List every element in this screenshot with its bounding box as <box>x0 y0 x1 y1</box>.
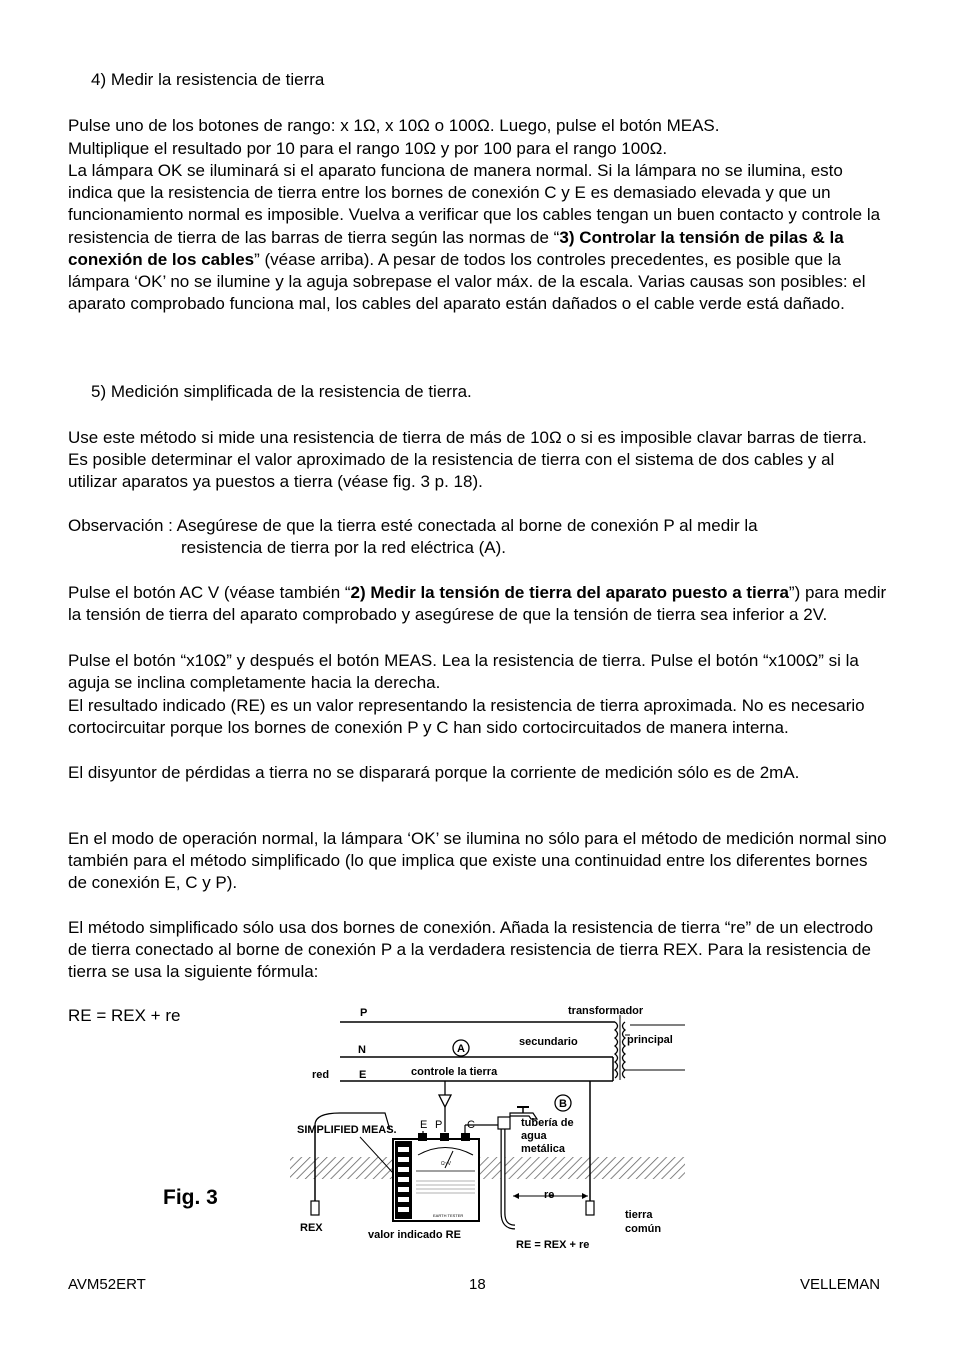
bold-reference: 2) Medir la tensión de tierra del aparato puesto a tierra <box>350 583 789 602</box>
ground-hatch <box>290 1157 685 1179</box>
marker-a-label: A <box>457 1043 465 1055</box>
label-n: N <box>358 1044 366 1056</box>
label-tuberia-2: agua <box>521 1130 547 1142</box>
paragraph: Pulse uno de los botones de rango: x 1Ω, x 10Ω o 100Ω. Luego, pulse el botón MEAS. <box>68 116 720 135</box>
label-tuberia-1: tubería de <box>521 1117 574 1129</box>
observation: Observación : Asegúrese de que la tierra esté conectada al borne de conexión P al medir la resistencia de tierra por la red eléctrica (A). <box>68 516 758 558</box>
label-controle: controle la tierra <box>411 1066 498 1078</box>
label-secundario: secundario <box>519 1036 578 1048</box>
label-transformador: transformador <box>568 1005 644 1017</box>
label-p: P <box>360 1007 368 1019</box>
label-simplified: SIMPLIFIED MEAS. <box>297 1124 397 1136</box>
formula: RE = REX + re <box>68 1006 181 1025</box>
label-figure-formula: RE = REX + re <box>516 1239 590 1251</box>
label-tierra-1: tierra <box>625 1209 653 1221</box>
label-red: red <box>312 1069 330 1081</box>
section-5-heading: 5) Medición simplificada de la resistencia de tierra. <box>91 382 472 401</box>
rex-electrode <box>311 1201 319 1215</box>
paragraph: El disyuntor de pérdidas a tierra no se disparará porque la corriente de medición sólo es de 2mA. <box>68 763 800 782</box>
footer-page-number: 18 <box>469 1276 486 1293</box>
paragraph: El método simplificado sólo usa dos bornes de conexión. Añada la resistencia de tierra “re” de un electrodo de tierra conectado al borne de conexión P a la verdadera resistencia de tierra REX. Para la resistencia de tierra se usa la siguiente fórmula: <box>68 918 874 982</box>
label-re: re <box>544 1189 555 1201</box>
figure-label: Fig. 3 <box>163 1186 218 1209</box>
paragraph: En el modo de operación normal, la lámpara ‘OK’ se ilumina no sólo para el método de medición normal sino también para el método simplificado (lo que implica que existe una continuidad entre los diferentes bornes de conexión E, C y P). <box>68 829 887 893</box>
ground-rod <box>586 1201 594 1215</box>
section-4-heading: 4) Medir la resistencia de tierra <box>91 70 325 89</box>
marker-b-label: B <box>559 1098 567 1110</box>
paragraph: La lámpara OK se iluminará si el aparato funciona de manera normal. Si la lámpara no se ilumina, esto indica que la resistencia de tierra entre los bornes de conexión C y E es demasiado elevada y que un funcionamiento normal es imposible. Vuelva a verificar que los cables tengan un buen contacto y controle la resistencia de tierra de las barras de tierra según las normas de “3) Controlar la tensión de pilas & la conexión de los cables” (véase arriba). A pesar de todos los controles precedentes, es posible que la lámpara ‘OK’ no se ilumine y la aguja sobrepase el valor máx. de la escala. Varias causas son posibles: el aparato comprobado funciona mal, los cables del aparato están dañados o el cable verde está dañado. <box>68 161 881 314</box>
paragraph: El resultado indicado (RE) es un valor representando la resistencia de tierra aproximada. No es necesario cortocircuitar porque los bornes de conexión P y C han sido cortocircuitados de manera interna. <box>68 696 865 738</box>
plug <box>439 1081 451 1107</box>
paragraph: Pulse el botón “x10Ω” y después el botón MEAS. Lea la resistencia de tierra. Pulse el botón “x100Ω” si la aguja se inclina completamente hacia la derecha. <box>68 651 859 693</box>
footer-model: AVM52ERT <box>68 1276 146 1293</box>
terminal-p: P <box>435 1119 443 1131</box>
label-valor: valor indicado RE <box>368 1229 461 1241</box>
meter-scale: Ω~V <box>441 1161 451 1167</box>
transformer <box>603 1015 685 1081</box>
bold-reference: 3) Controlar la tensión de pilas & la conexión de los cables <box>68 227 844 269</box>
label-tierra-2: común <box>625 1223 662 1235</box>
label-tuberia-3: metálica <box>521 1143 566 1155</box>
paragraph: Pulse el botón AC V (véase también “2) Medir la tensión de tierra del aparato puesto a tierra”) para medir la tensión de tierra del aparato comprobado y asegúrese de que la tensión de tierra sea inferior a 2V. <box>68 583 887 625</box>
footer-brand: VELLEMAN <box>800 1276 881 1293</box>
wiring-diagram <box>285 995 685 1253</box>
label-e: E <box>359 1069 367 1081</box>
earth-tester-meter <box>393 1133 479 1221</box>
paragraph: Multiplique el resultado por 10 para el rango 10Ω y por 100 para el rango 100Ω. <box>68 139 668 158</box>
label-principal: principal <box>627 1034 673 1046</box>
terminal-e: E <box>420 1119 428 1131</box>
meter-name: EARTH TESTER <box>433 1213 464 1218</box>
label-rex: REX <box>300 1222 323 1234</box>
paragraph: Use este método si mide una resistencia de tierra de más de 10Ω o si es imposible clavar barras de tierra. Es posible determinar el valor aproximado de la resistencia de tierra con el sistema de dos cables y al utilizar aparatos ya puestos a tierra (véase fig. 3 p. 18). <box>68 428 867 492</box>
terminal-c: C <box>467 1119 475 1131</box>
